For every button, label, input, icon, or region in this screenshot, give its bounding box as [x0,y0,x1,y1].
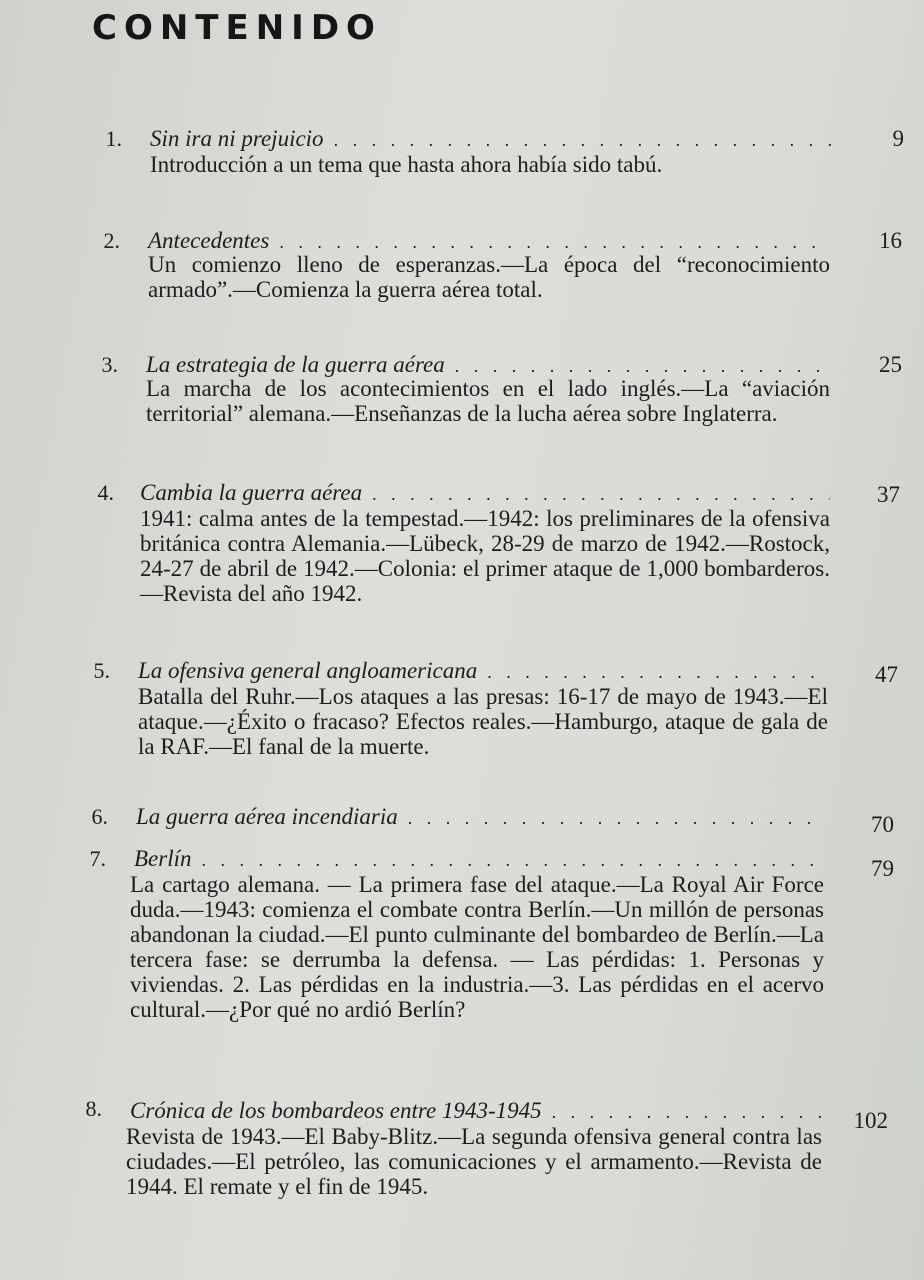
entry-number: 4. [97,480,114,505]
entry-page: 47 [875,662,898,687]
entry-title: Antecedentes [148,228,270,253]
entry-page: 37 [877,482,900,507]
entry-page: 102 [853,1108,888,1133]
entry-description: Revista de 1943.—El Baby-Blitz.—La segunda ofensiva general contra las ciudades.—El petróleo, las comunicaciones y el armamento.—Revista de 1944. El remate y el fin de 1945. [126,1124,822,1199]
dot-leader [552,1099,826,1125]
entry-heading [130,1098,826,1125]
entry-page: 25 [879,352,902,377]
entry-heading [148,228,830,255]
entry-number: 7. [89,846,106,871]
dot-leader [408,805,824,831]
entry-description: Introducción a un tema que hasta ahora había sido tabú. [150,152,663,177]
entry-page: 9 [892,126,904,151]
entry-title: La estrategia de la guerra aérea [146,352,445,377]
entry-title: Berlín [134,846,192,871]
entry-page: 70 [871,812,894,837]
page-title: CONTENIDO [92,8,382,48]
entry-number: 3. [101,352,118,377]
entry-number: 2. [103,228,120,253]
entry-title: La ofensiva general angloamericana [138,658,478,683]
entry-page: 16 [879,228,902,253]
entry-description: 1941: calma antes de la tempestad.—1942: los preliminares de la ofensiva británica contra Alemania.—Lübeck, 28-29 de marzo de 1942.—Rostock, 24-27 de abril de 1942.—Colonia: el primer ataque de 1,000 bombarderos.—Revista del año 1942. [140,506,830,606]
entry-title: Crónica de los bombardeos entre 1943-1945 [130,1098,542,1123]
dot-leader [487,659,828,685]
dot-leader [372,481,830,507]
entry-number: 8. [85,1096,102,1121]
entry-title: Cambia la guerra aérea [140,480,363,505]
entry-description: Un comienzo lleno de esperanzas.—La época del “reconocimiento armado”.—Comienza la guerra aérea total. [148,252,830,302]
entry-heading [138,658,828,685]
dot-leader [202,847,825,873]
entry-number: 6. [91,804,108,829]
entry-title: Sin ira ni prejuicio [150,126,324,151]
entry-number: 5. [93,658,110,683]
entry-number: 1. [105,126,122,151]
entry-page: 79 [871,856,894,881]
dot-leader [334,127,832,153]
entry-heading [140,480,830,507]
entry-description: La cartago alemana. — La primera fase del ataque.—La Royal Air Force duda.—1943: comienza el combate contra Berlín.—Un millón de personas abandonan la ciudad.—El punto culminante del bombardeo de Berlín.—La tercera fase: se derrumba la defensa. — Las pérdidas: 1. Personas y viviendas. 2. Las pérdidas en la industria.—3. Las pérdidas en el acervo cultural.—¿Por qué no ardió Berlín? [130,872,824,1022]
entry-title: La guerra aérea incendiaria [136,804,398,829]
entry-description: Batalla del Ruhr.—Los ataques a las presas: 16-17 de mayo de 1943.—El ataque.—¿Éxito o fracaso? Efectos reales.—Hamburgo, ataque de gala de la RAF.—El fanal de la muerte. [138,684,828,759]
entry-heading [134,846,824,873]
entry-heading [150,126,832,153]
entry-heading [146,352,828,379]
entry-heading [136,804,824,831]
entry-description: La marcha de los acontecimientos en el lado inglés.—La “aviación territorial” alemana.—Enseñanzas de la lucha aérea sobre Inglaterra. [146,376,830,426]
